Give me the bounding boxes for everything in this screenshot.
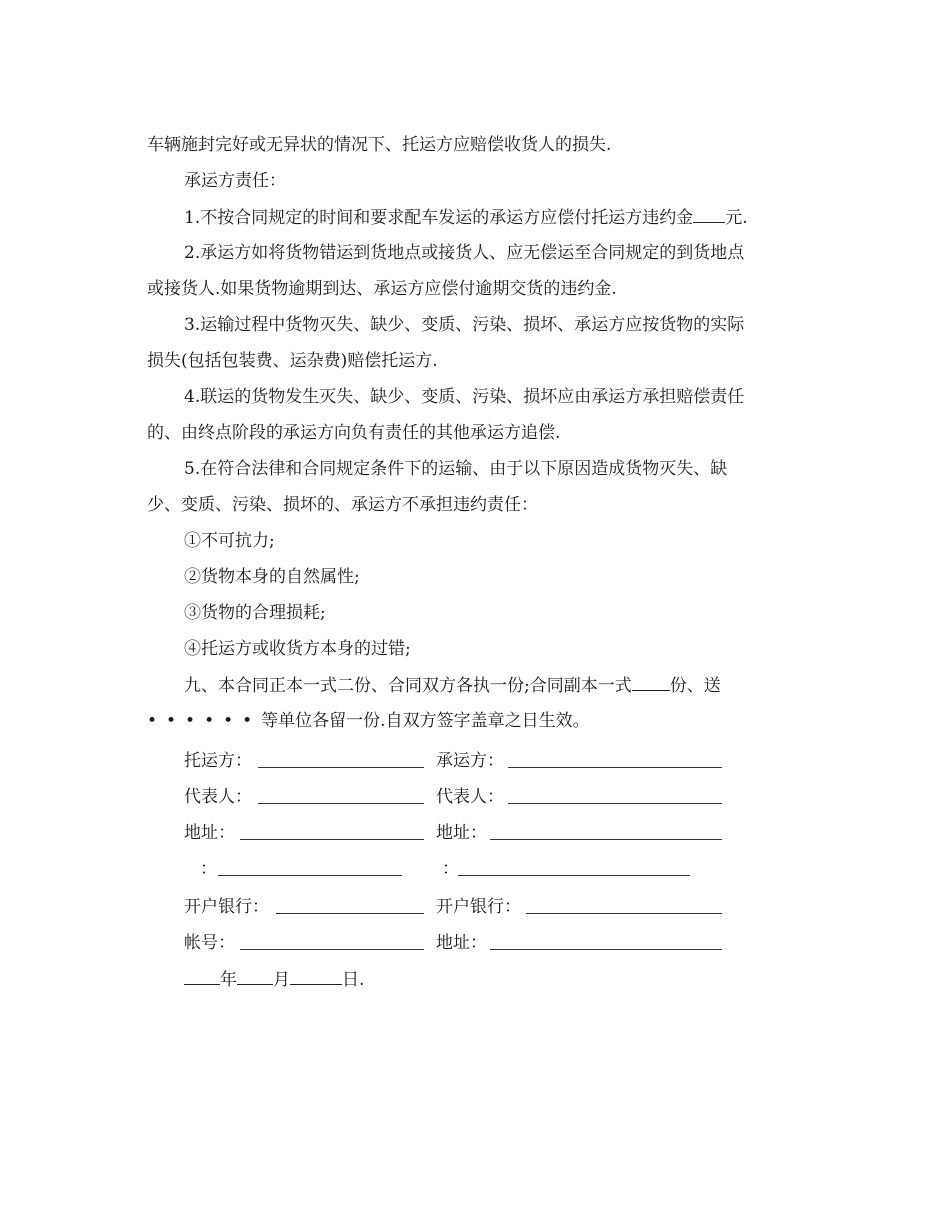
address-left-label: 地址： bbox=[184, 823, 235, 843]
clause-text: 1.不按合同规定的时间和要求配车发运的承运方应偿付托运方违约金 bbox=[184, 208, 694, 228]
shipper-field[interactable] bbox=[258, 767, 424, 768]
bank-right-field[interactable] bbox=[526, 913, 722, 914]
signature-row-unlabeled bbox=[184, 857, 744, 881]
exemption-1: ①不可抗力; bbox=[184, 531, 275, 551]
clause-text-mid: 份、送 bbox=[669, 676, 721, 696]
representative-right-field[interactable] bbox=[508, 803, 722, 804]
unlabeled-right-label: ： bbox=[442, 859, 459, 879]
year-blank[interactable] bbox=[184, 967, 220, 985]
signature-row-account bbox=[184, 931, 744, 955]
address-right-label-2: 地址： bbox=[436, 933, 487, 953]
signature-row-representative bbox=[184, 785, 744, 809]
clause-1 bbox=[184, 205, 748, 230]
signature-row-address bbox=[184, 821, 744, 845]
bank-left-field[interactable] bbox=[276, 913, 424, 914]
text-line: 车辆施封完好或无异状的情况下、托运方应赔偿收货人的损失. bbox=[147, 135, 612, 155]
clause-3-cont: 损失(包括包装费、运杂费)赔偿托运方. bbox=[147, 351, 438, 371]
month-blank[interactable] bbox=[237, 967, 273, 985]
account-field[interactable] bbox=[240, 949, 424, 950]
clause-3: 3.运输过程中货物灭失、缺少、变质、污染、损坏、承运方应按货物的实际 bbox=[184, 315, 745, 335]
exemption-2: ②货物本身的自然属性; bbox=[184, 567, 360, 587]
representative-left-label: 代表人： bbox=[184, 787, 252, 807]
unlabeled-left-label: ： bbox=[200, 859, 217, 879]
address-right-field[interactable] bbox=[490, 839, 722, 840]
account-label: 帐号： bbox=[184, 933, 235, 953]
clause-5: 5.在符合法律和合同规定条件下的运输、由于以下原因造成货物灭失、缺 bbox=[184, 459, 728, 479]
exemption-3: ③货物的合理损耗; bbox=[184, 603, 326, 623]
clause-2-cont: 或接货人.如果货物逾期到达、承运方应偿付逾期交货的违约金. bbox=[147, 279, 617, 299]
amount-blank bbox=[693, 205, 725, 223]
dot-leader: •••••• bbox=[147, 711, 262, 731]
day-blank[interactable] bbox=[290, 967, 342, 985]
shipper-label: 托运方： bbox=[184, 751, 252, 771]
clause-text: 等单位各留一份.自双方签字盖章之日生效。 bbox=[261, 711, 590, 731]
representative-right-label: 代表人： bbox=[436, 787, 504, 807]
unlabeled-left-field[interactable] bbox=[218, 875, 402, 876]
year-label: 年 bbox=[220, 970, 237, 990]
clause-5-cont: 少、变质、污染、损坏的、承运方不承担违约责任： bbox=[147, 495, 538, 515]
clause-4-cont: 的、由终点阶段的承运方向负有责任的其他承运方追偿. bbox=[147, 423, 561, 443]
exemption-4: ④托运方或收货方本身的过错; bbox=[184, 639, 411, 659]
clause-nine bbox=[184, 673, 721, 698]
address-right-field-2[interactable] bbox=[490, 949, 722, 950]
carrier-label: 承运方： bbox=[436, 751, 504, 771]
clause-2: 2.承运方如将货物错运到货地点或接货人、应无偿运至合同规定的到货地点 bbox=[184, 243, 745, 263]
bank-left-label: 开户银行： bbox=[184, 897, 269, 917]
date-line bbox=[184, 967, 364, 992]
signature-row-shipper bbox=[184, 749, 744, 773]
bank-right-label: 开户银行： bbox=[436, 897, 521, 917]
address-right-label: 地址： bbox=[436, 823, 487, 843]
day-label: 日. bbox=[342, 970, 365, 990]
carrier-field[interactable] bbox=[508, 767, 722, 768]
address-left-field[interactable] bbox=[240, 839, 424, 840]
clause-nine-cont bbox=[147, 709, 590, 733]
month-label: 月 bbox=[273, 970, 290, 990]
representative-left-field[interactable] bbox=[258, 803, 424, 804]
clause-4: 4.联运的货物发生灭失、缺少、变质、污染、损坏应由承运方承担赔偿责任 bbox=[184, 387, 745, 407]
clause-text: 九、本合同正本一式二份、合同双方各执一份;合同副本一式 bbox=[184, 676, 632, 696]
signature-row-bank bbox=[184, 895, 744, 919]
unlabeled-right-field[interactable] bbox=[458, 875, 690, 876]
section-heading: 承运方责任： bbox=[184, 171, 286, 191]
copies-blank bbox=[632, 673, 670, 691]
clause-text-end: 元. bbox=[725, 208, 748, 228]
